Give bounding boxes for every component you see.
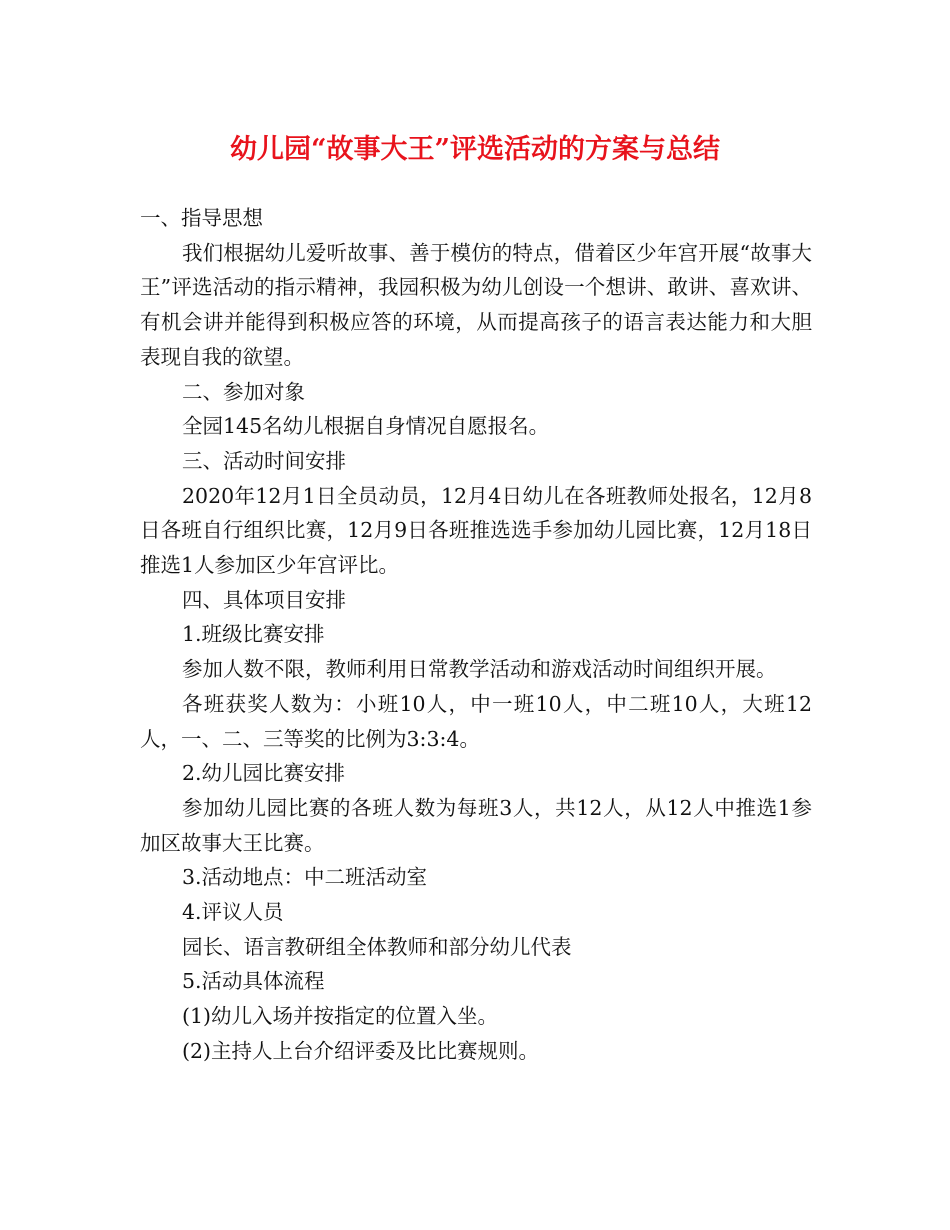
section-heading-participants: 二、参加对象: [182, 379, 305, 404]
process-step-2: (2)主持人上台介绍评委及比比赛规则。: [182, 1038, 540, 1063]
subheading-process: 5.活动具体流程: [182, 969, 325, 994]
section-heading-guiding-ideology: 一、指导思想: [140, 206, 263, 230]
paragraph-schedule: 2020年12月1日全员动员，12月4日幼儿在各班教师处报名，12月8日各班自行组织比赛，12月9日各班推选选手参加幼儿园比赛，12月18日推选1人参加区少年宫评比。: [140, 483, 812, 578]
section-heading-project-arrangement: 四、具体项目安排: [182, 587, 346, 612]
subheading-judges: 4.评议人员: [182, 900, 284, 925]
subheading-kindergarten-competition: 2.幼儿园比赛安排: [182, 761, 346, 786]
paragraph-guiding-ideology: 我们根据幼儿爱听故事、善于模仿的特点，借着区少年宫开展“故事大王”评选活动的指示精神，我园积极为幼儿创设一个想讲、敢讲、喜欢讲、有机会讲并能得到积极应答的环境，从而提高孩子的语言表达能力和大胆表现自我的欲望。: [140, 240, 812, 369]
paragraph-participants: 全园145名幼儿根据自身情况自愿报名。: [182, 414, 550, 439]
section-heading-schedule: 三、活动时间安排: [182, 448, 346, 473]
document-title: 幼儿园“故事大王”评选活动的方案与总结: [229, 134, 721, 165]
paragraph-kindergarten-competition: 参加幼儿园比赛的各班人数为每班3人，共12人，从12人中推选1参加区故事大王比赛。: [140, 795, 812, 855]
subheading-venue: 3.活动地点：中二班活动室: [182, 865, 428, 890]
paragraph-class-participants: 参加人数不限，教师利用日常教学活动和游戏活动时间组织开展。: [182, 657, 777, 682]
process-step-1: (1)幼儿入场并按指定的位置入坐。: [182, 1004, 499, 1029]
subheading-class-competition: 1.班级比赛安排: [182, 622, 325, 647]
paragraph-class-awards: 各班获奖人数为：小班10人，中一班10人，中二班10人，大班12人，一、二、三等奖的比例为3:3:4。: [140, 691, 812, 751]
document-body: [140, 201, 812, 1069]
paragraph-judges: 园长、语言教研组全体教师和部分幼儿代表: [182, 934, 572, 959]
